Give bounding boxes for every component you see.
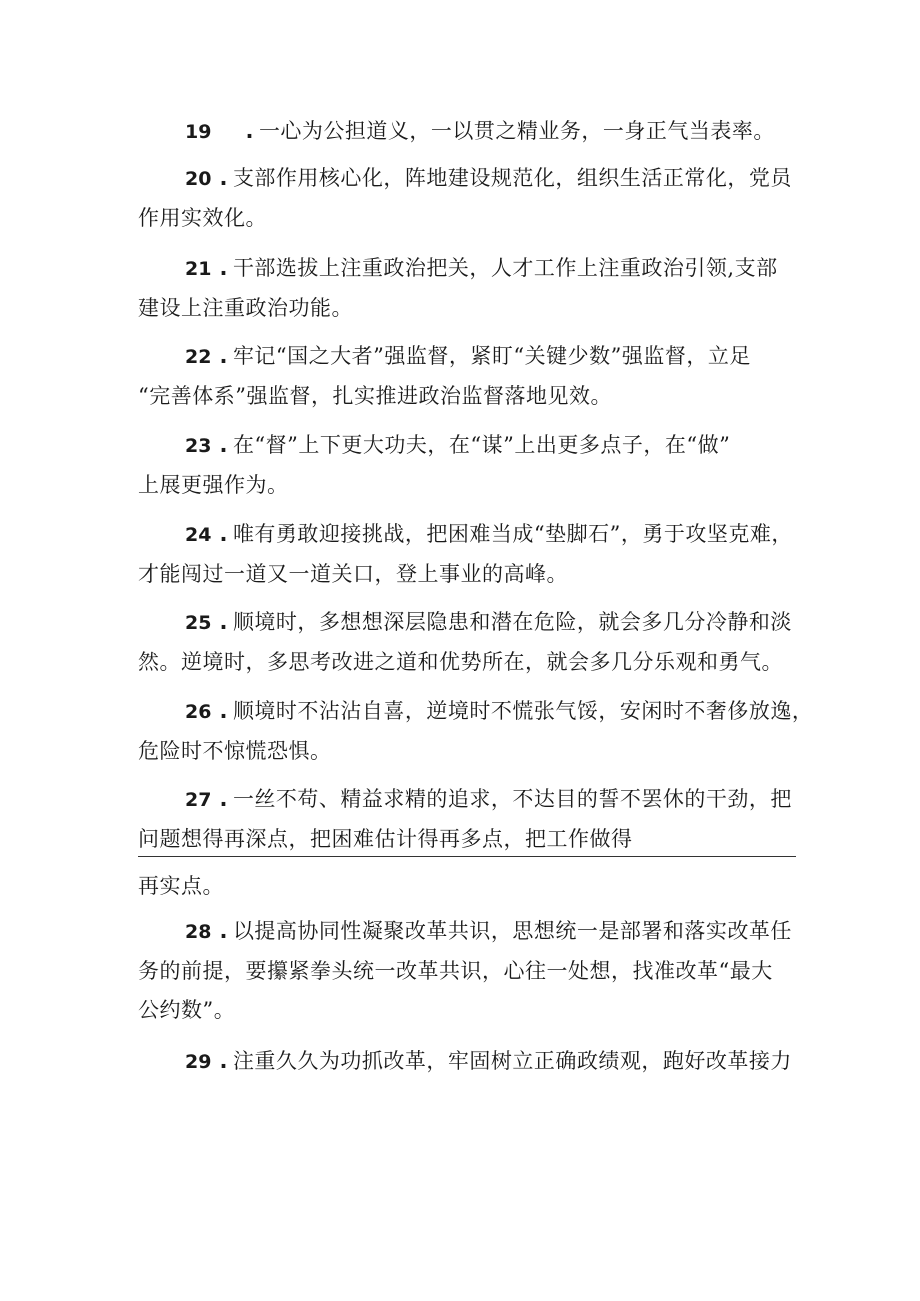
item-dot: . [245, 119, 254, 143]
item-line [138, 249, 798, 289]
item-text: 支部作用核心化，阵地建设规范化，组织生活正常化，党员 [232, 166, 792, 190]
item-line: 公约数”。 [138, 998, 236, 1022]
item-line [138, 426, 798, 466]
item-line [138, 1042, 798, 1082]
list-item-21 [138, 249, 798, 328]
item-dot: . [219, 1049, 228, 1073]
item-line [138, 603, 798, 643]
item-dot: . [219, 166, 228, 190]
item-number: 28 [185, 921, 212, 943]
list-item-25 [138, 603, 798, 682]
item-text: 在“督”上下更大功夫，在“谋”上出更多点子，在“做” [232, 433, 731, 457]
item-dot: . [219, 344, 228, 368]
item-line [138, 159, 798, 199]
list-item-29 [138, 1042, 798, 1082]
item-text: 顺境时不沾沾自喜，逆境时不慌张气馁，安闲时不奢侈放逸， [232, 699, 814, 723]
item-dot: . [219, 610, 228, 634]
item-text: 唯有勇敢迎接挑战，把困难当成“垫脚石”，勇于攻坚克难， [232, 522, 793, 546]
item-line: 务的前提，要攥紧拳头统一改革共识，心往一处想，找准改革“最大 [138, 959, 773, 983]
item-number: 25 [185, 612, 212, 634]
list-item-26 [138, 692, 814, 771]
item-number: 21 [185, 258, 212, 280]
item-number: 20 [185, 168, 212, 190]
item-line: 建设上注重政治功能。 [138, 296, 353, 320]
item-number: 24 [185, 524, 212, 546]
item-text: 干部选拔上注重政治把关，人才工作上注重政治引领,支部 [232, 256, 778, 280]
list-item-28 [138, 912, 798, 1030]
item-text: 注重久久为功抓改革，牢固树立正确政绩观，跑好改革接力 [232, 1049, 792, 1073]
item-number: 23 [185, 435, 212, 457]
item-text: 以提高协同性凝聚改革共识，思想统一是部署和落实改革任 [232, 919, 792, 943]
item-number: 29 [185, 1051, 212, 1073]
list-item-22 [138, 337, 798, 416]
item-line: 然。逆境时，多思考改进之道和优势所在，就会多几分乐观和勇气。 [138, 650, 783, 674]
item-text: 顺境时，多想想深层隐患和潜在危险，就会多几分冷静和淡 [232, 610, 792, 634]
item-text: 牢记“国之大者”强监督，紧盯“关键少数”强监督，立足 [232, 344, 751, 368]
item-number: 27 [185, 789, 212, 811]
item-line [138, 780, 798, 820]
item-line: 危险时不惊慌恐惧。 [138, 739, 332, 763]
item-line [138, 112, 798, 152]
item-line [138, 692, 814, 732]
item-line: 上展更强作为。 [138, 473, 289, 497]
item-line [138, 515, 798, 555]
item-text: 一心为公担道义，一以贯之精业务，一身正气当表率。 [258, 119, 775, 143]
item-text: 一丝不苟、精益求精的追求，不达目的誓不罢休的干劲，把 [232, 787, 792, 811]
item-number: 22 [185, 346, 212, 368]
item-number: 26 [185, 701, 212, 723]
item-dot: . [219, 699, 228, 723]
item-line: 再实点。 [138, 874, 224, 898]
item-number: 19 [185, 121, 212, 143]
list-item-27-continued [138, 867, 798, 906]
item-line: “完善体系”强监督，扎实推进政治监督落地见效。 [138, 384, 612, 408]
item-line: 才能闯过一道又一道关口，登上事业的高峰。 [138, 562, 568, 586]
page-break-rule [138, 856, 796, 857]
item-line: 作用实效化。 [138, 206, 267, 230]
item-dot: . [219, 787, 228, 811]
item-line [138, 912, 798, 952]
item-dot: . [219, 919, 228, 943]
item-line [138, 337, 798, 377]
item-dot: . [219, 256, 228, 280]
list-item-23 [138, 426, 798, 505]
item-dot: . [219, 433, 228, 457]
item-line: 问题想得再深点，把困难估计得再多点，把工作做得 [138, 827, 633, 851]
list-item-24 [138, 515, 798, 594]
item-dot: . [219, 522, 228, 546]
list-item-19 [138, 112, 798, 152]
list-item-20 [138, 159, 798, 238]
list-item-27 [138, 780, 798, 859]
